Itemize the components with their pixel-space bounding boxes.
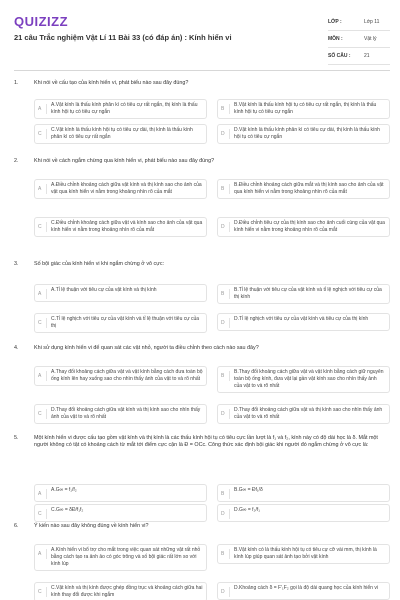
option-text: D.Thay đổi khoảng cách giữa vật và thị kính sao cho nhìn thấy ảnh của vật to và rõ nhất <box>234 407 383 421</box>
question-text: Một kính hiển vi được cấu tạo gồm vật kính và thị kính là các thấu kính hội tụ có tiêu cực lần lượt là f₁ và f₂, kính này có độ dài học là δ. Mắt một người không có tật có khoảng cách từ mắt tới điểm cực cận là Đ = OCc. Công thức xác định bội giác khi người đó ngắm chừng ở vô cực là: <box>34 435 378 449</box>
option-b[interactable] <box>217 484 390 502</box>
option-text: A.Kính hiển vi bổ trợ cho mắt trong việc quan sát những vật rất nhỏ bằng cách tạo ra ảnh ảo có góc trông và số bội giác rất lớn so với kính lúp <box>51 547 201 567</box>
option-c[interactable] <box>34 504 207 522</box>
option-letter: A <box>38 371 47 381</box>
question-number: 4. <box>14 345 19 351</box>
meta-row-subject <box>328 31 390 48</box>
option-letter: C <box>38 409 47 419</box>
option-letter: C <box>38 509 47 519</box>
question-text: Số bội giác của kính hiển vi khi ngắm chừng ở vô cực: <box>34 261 165 267</box>
option-text: B.Vật kính là thấu kính hội tụ có tiêu cự rất ngắn, thị kính là thấu kính hội tụ có tiêu cự ngắn <box>234 102 377 116</box>
question-5 <box>14 435 390 517</box>
option-letter: B <box>221 549 230 559</box>
option-text: D.Khoảng cách δ = F′₁F₂ gọi là độ dài quang học của kính hiển vi <box>234 585 378 592</box>
option-letter: B <box>221 184 230 194</box>
option-letter: B <box>221 489 230 499</box>
option-text: B.Vật kính có là thấu kính hội tụ có tiêu cự cỡ vài mm, thị kính là kính lúp giúp quan sát ảnh tạo bởi vật kính <box>234 547 377 561</box>
option-text: D.Điều chỉnh tiêu cự của thị kính sao cho ảnh cuối cùng của vật qua kính hiển vi nằm trong khoảng nhìn rõ của mắt <box>234 220 385 234</box>
question-text: Khi nói về cách ngắm chừng qua kính hiển vi, phát biểu nào sau đây đúng? <box>34 158 215 164</box>
option-text: A.Điều chỉnh khoảng cách giữa vật kính và thị kính sao cho ảnh của vật qua kính hiển vi nằm trong khoảng nhìn rõ của mắt <box>51 182 202 196</box>
question-text: Khi sử dụng kính hiển vi để quan sát các vật nhỏ, người ta điều chỉnh theo cách nào sau đây? <box>34 345 259 351</box>
option-text: B.Điều chỉnh khoảng cách giữa mắt và thị kính sao cho ảnh của vật qua kính hiển vi nằm trong khoảng nhìn rõ của mắt <box>234 182 384 196</box>
meta-key: LỚP : <box>328 19 342 25</box>
option-letter: A <box>38 489 47 499</box>
option-c[interactable] <box>34 582 207 600</box>
question-3 <box>14 261 390 330</box>
option-letter: D <box>221 318 230 328</box>
question-4 <box>14 345 390 430</box>
question-number: 3. <box>14 261 19 267</box>
question-6 <box>14 523 390 600</box>
option-a[interactable] <box>34 284 207 302</box>
option-text: D.Vật kính là thấu kính phân kì có tiêu cự dài, thị kính là thấu kính hội tụ có tiêu cự ngắn <box>234 127 380 141</box>
option-d[interactable] <box>217 582 390 600</box>
option-a[interactable] <box>34 544 207 570</box>
option-text: C.G∞ = δĐ/f₁f₂ <box>51 506 84 513</box>
option-text: B.Thay đổi khoảng cách giữa vật và vật kính bằng cách giữ nguyên toàn bộ ống kính, đưa vật lại gần vật kính sao cho nhìn thấy ảnh của vật to và rõ nhất <box>234 369 384 389</box>
option-a[interactable] <box>34 484 207 502</box>
meta-value: Vật lý <box>364 36 377 42</box>
option-text: D.Thay đổi khoảng cách giữa vật kính và thị kính sao cho nhìn thấy ảnh của vật to và rõ nhất <box>51 407 201 421</box>
question-text: Ý kiến nào sau đây không đúng về kính hiển vi? <box>34 523 149 529</box>
option-b[interactable] <box>217 366 390 392</box>
option-letter: D <box>221 587 230 597</box>
option-text: C.Vật kính là thấu kính hội tụ có tiêu cự dài, thị kính là thấu kính phân kì có tiêu cự rất ngắn <box>51 127 193 141</box>
option-letter: C <box>38 318 47 328</box>
option-letter: D <box>221 509 230 519</box>
option-a[interactable] <box>34 99 207 119</box>
option-d[interactable] <box>217 124 390 144</box>
meta-value: Lớp 11 <box>364 19 380 25</box>
option-b[interactable] <box>217 284 390 304</box>
option-letter: A <box>38 549 47 559</box>
question-number: 5. <box>14 435 19 441</box>
option-letter: B <box>221 104 230 114</box>
option-b[interactable] <box>217 99 390 119</box>
question-number: 6. <box>14 523 19 529</box>
option-text: D.G∞ = f₂/f₁ <box>234 506 260 513</box>
option-letter: C <box>38 587 47 597</box>
option-text: D.Tỉ lệ nghịch với tiêu cự của vật kính và tiêu cự của thị kính <box>234 316 369 323</box>
meta-value: 21 <box>364 53 370 59</box>
option-a[interactable] <box>34 179 207 199</box>
option-c[interactable] <box>34 217 207 237</box>
option-letter: C <box>38 129 47 139</box>
meta-panel <box>328 14 390 65</box>
option-text: C.Tỉ lệ nghịch với tiêu cự của vật kính và tỉ lệ thuận với tiêu cự của thị <box>51 316 200 330</box>
question-1 <box>14 80 390 139</box>
option-letter: A <box>38 184 47 194</box>
option-b[interactable] <box>217 544 390 564</box>
option-text: A.G∞ = f₁/f₂ <box>51 486 77 493</box>
question-text: Khi nói về cấu tạo của kính hiển vi, phát biểu nào sau đây đúng? <box>34 80 189 86</box>
option-a[interactable] <box>34 366 207 386</box>
option-text: A.Vật kính là thấu kính phân kì có tiêu cự rất ngắn, thị kính là thấu kính hội tụ có tiêu cự ngắn <box>51 102 198 116</box>
option-letter: D <box>221 222 230 232</box>
option-letter: D <box>221 409 230 419</box>
question-2 <box>14 158 390 243</box>
question-number: 1. <box>14 80 19 86</box>
option-letter: B <box>221 289 230 299</box>
option-letter: A <box>38 104 47 114</box>
option-letter: B <box>221 371 230 381</box>
option-c[interactable] <box>34 124 207 144</box>
option-b[interactable] <box>217 179 390 199</box>
option-text: B.G∞ = Đf₁/δ <box>234 486 263 493</box>
option-text: B.Tỉ lệ thuận với tiêu cự của vật kính và tỉ lệ nghịch với tiêu cự của thị kính <box>234 287 382 301</box>
option-c[interactable] <box>34 313 207 333</box>
option-text: C.Điều chỉnh khoảng cách giữa vật và kính sao cho ảnh của vật qua kính hiển vi nằm trong khoảng nhìn rõ của mắt <box>51 220 203 234</box>
option-text: A.Thay đổi khoảng cách giữa vật và vật kính bằng cách đưa toàn bộ ống kính lên hay xuống sao cho nhìn thấy ảnh của vật to và rõ nhất <box>51 369 203 383</box>
meta-key: MÔN : <box>328 36 343 42</box>
option-d[interactable] <box>217 504 390 522</box>
page-title: 21 câu Trắc nghiệm Vật Lí 11 Bài 33 (có đáp án) : Kính hiển vi <box>14 33 232 42</box>
question-number: 2. <box>14 158 19 164</box>
option-letter: D <box>221 129 230 139</box>
logo: QUIZIZZ <box>14 14 69 29</box>
meta-row-class <box>328 14 390 31</box>
meta-key: SỐ CÂU : <box>328 53 351 59</box>
option-text: C.Vật kính và thị kính được ghép đồng trục và khoảng cách giữa hai kính thay đổi được khi ngắm <box>51 585 203 599</box>
meta-row-count <box>328 48 390 65</box>
option-letter: A <box>38 289 47 299</box>
option-text: A.Tỉ lệ thuận với tiêu cự của vật kính và thị kính <box>51 287 157 294</box>
option-d[interactable] <box>217 404 390 424</box>
option-letter: C <box>38 222 47 232</box>
option-d[interactable] <box>217 313 390 331</box>
option-c[interactable] <box>34 404 207 424</box>
divider <box>14 70 390 71</box>
option-d[interactable] <box>217 217 390 237</box>
